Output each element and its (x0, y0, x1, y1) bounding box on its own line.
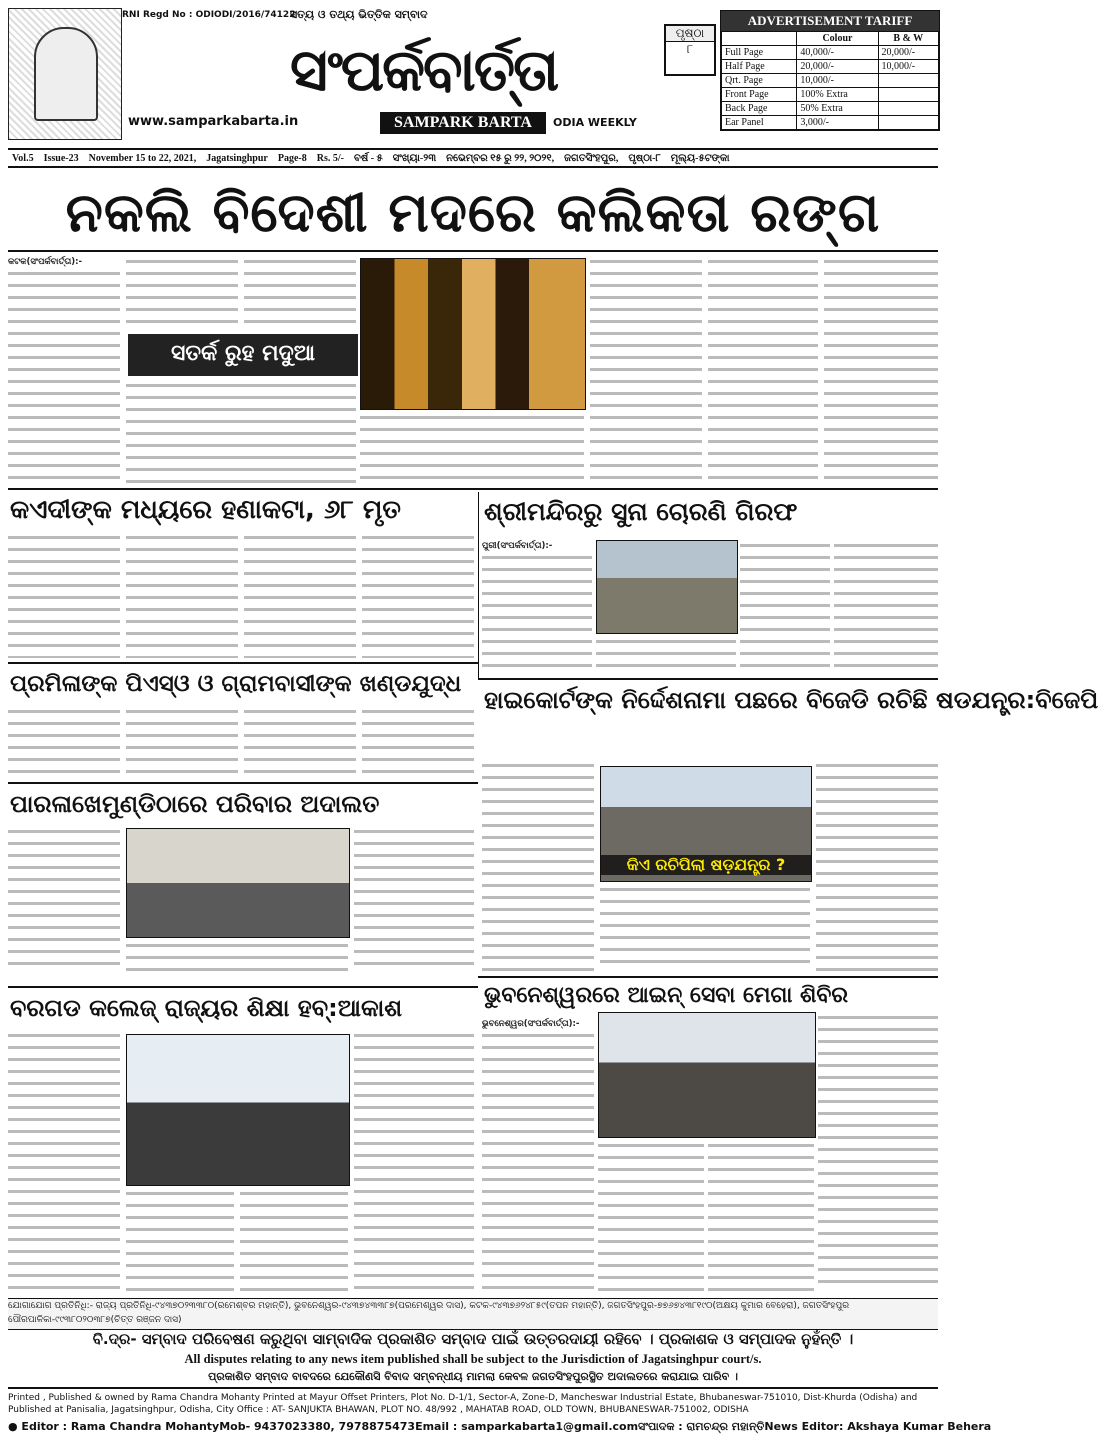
story-headline-legal-camp: ଭୁବନେଶ୍ୱରରେ ଆଇନ୍ ସେବା ମେଗା ଶିବିର (484, 983, 849, 1008)
story-text-column (126, 532, 238, 658)
tariff-row: Qrt. Page 10,000/- (722, 74, 939, 88)
odia-weekly-label: ODIA WEEKLY (553, 116, 637, 129)
story-text-column (126, 706, 238, 778)
issue: Issue-23 (43, 152, 79, 164)
story-headline-bjp-hc-line1: ହାଇକୋର୍ଟଙ୍କ ନିର୍ଦ୍ଦେଶନାମା ପଛରେ ବିଜେଡି ରଚିଛି ଷଡଯନ୍ତ୍ର:ବିଜେପି (484, 686, 1098, 714)
story-text-column (740, 540, 830, 672)
main-headline: ନକଲି ବିଦେଶୀ ମଦରେ କଲିକତା ରଙ୍ଗ (8, 176, 938, 252)
odia-price: ମୂଲ୍ୟ-୫ଟଙ୍କା (670, 152, 730, 164)
college-event-photo (126, 1034, 350, 1186)
story-text-column (354, 826, 474, 974)
news-editor: News Editor: Akshaya Kumar Behera (764, 1420, 992, 1433)
story-text-column (598, 1140, 704, 1292)
issue-date: November 15 to 22, 2021, (88, 152, 197, 164)
photo-caption: କିଏ ରଚିପିଲା ଷଡ଼ଯନ୍ତ୍ର ? (601, 855, 811, 875)
tariff-row: Front Page 100% Extra (722, 88, 939, 102)
story-headline-prisoners: କଏଦୀଙ୍କ ମଧ୍ୟରେ ହଣାକଟା, ୬୮ ମୃତ (10, 495, 401, 525)
story-text-column (8, 532, 120, 658)
liquor-bottles-photo (360, 258, 586, 410)
story-text-column (362, 532, 474, 658)
story-text-column (8, 1030, 120, 1292)
section-divider (8, 662, 478, 664)
tariff-col-colour: Colour (797, 32, 878, 46)
mobile-numbers: Mob- 9437023380, 7978875473 (219, 1420, 416, 1433)
story-text-column (816, 760, 938, 972)
odia-page: ପୃଷ୍ଠା-୮ (628, 152, 661, 164)
dateline: କଟକ(ସଂପର୍କବାର୍ତ୍ତା):- (8, 257, 83, 267)
story-text-column (126, 380, 356, 484)
tariff-row: Back Page 50% Extra (722, 102, 939, 116)
imprint-line: Printed , Published & owned by Rama Chandra Mohanty Printed at Mayur Offset Printers, Plot No. D-1/1, Sector-A, Zone-D, Mancheswar Industrial Estate, Bhubaneswar-751010, Dist-Khurda (Odisha) and (8, 1393, 918, 1403)
story-text-column (354, 1030, 474, 1292)
masthead-emblem (8, 8, 122, 140)
story-text-column (590, 256, 702, 484)
main-banner: ସତର୍କ ରୁହ ମଦୁଆ (126, 332, 360, 378)
dateline: ଭୁବନେଶ୍ୱର(ସଂପର୍କବାର୍ତ୍ତା):- (482, 1019, 580, 1029)
disclaimer-odia: ବି.ଦ୍ର- ସମ୍ବାଦ ପରିବେଷଣ କରୁଥିବା ସାମ୍ବାଦିକ ପ୍ରକାଶିତ ସମ୍ବାଦ ପାଇଁ ଉତ୍ତରଦାୟୀ ରହିବେ । ପ୍ରକାଶକ ଓ ସମ୍ପାଦକ ନୁହଁନ୍ତି । (92, 1330, 854, 1348)
issue-info-bar (8, 148, 938, 168)
section-divider (478, 678, 938, 680)
story-text-column (482, 552, 592, 672)
jurisdiction-odia: ପ୍ରକାଶିତ ସମ୍ବାଦ ବାବଦରେ ଯେକୌଣସି ବିବାଦ ସମ୍ବନ୍ଧୀୟ ମାମଲା କେବଳ ଜଗତସିଂହପୁରସ୍ଥିତ ଅଦାଲତରେ କରାଯାଇ ପାରିବ । (8, 1370, 938, 1389)
advertisement-tariff (720, 10, 940, 131)
story-text-column (126, 1188, 234, 1292)
story-text-column (8, 826, 120, 974)
page-number: ୮ (686, 42, 694, 56)
story-text-column (8, 268, 120, 484)
story-text-column (8, 706, 120, 778)
website-link[interactable]: www.samparkabarta.in (128, 114, 299, 129)
story-text-column (708, 256, 818, 484)
story-text-column (360, 412, 584, 484)
protest-photo (600, 766, 812, 882)
section-divider (478, 976, 938, 978)
legal-camp-photo (598, 1012, 816, 1138)
section-divider (8, 488, 938, 490)
odia-year: ବର୍ଷ - ୫ (354, 152, 383, 164)
story-text-column (818, 1012, 938, 1292)
editor-odia: ସଂପାଦକ : ରାମଚନ୍ଦ୍ର ମହାନ୍ତି (638, 1420, 765, 1433)
story-text-column (240, 1188, 348, 1292)
story-text-column (244, 706, 356, 778)
tariff-table (721, 31, 939, 130)
dateline: ପୁରୀ(ସଂପର୍କବାର୍ତ୍ତା):- (482, 541, 553, 551)
issue-place: Jagatsinghpur (206, 152, 268, 164)
story-text-column (482, 760, 594, 972)
imprint-line: Published at Panisalia, Jagatsinghpur, Odisha, City Office : AT- SANJUKTA BHAWAN, PLOT NO. 48/992 , MAHATAB ROAD, OLD TOWN, BHUBANESWAR-751002, ODISHA (8, 1405, 749, 1415)
story-text-column (126, 940, 348, 974)
story-text-column (824, 256, 938, 484)
story-headline-bargarh-college: ବରଗଡ କଲେଜ୍ ରାଜ୍ୟର ଶିକ୍ଷା ହବ୍:ଆକାଶ (10, 994, 403, 1022)
odia-date: ନଭେମ୍ବର ୧୫ ରୁ ୨୨, ୨୦୨୧, (446, 152, 555, 164)
odia-issue: ସଂଖ୍ୟା-୨୩ (392, 152, 437, 164)
section-divider (8, 782, 478, 784)
story-headline-psos-clash: ପ୍ରମିଳାଙ୍କ ପିଏସ୍‌ଓ ଓ ଗ୍ରାମବାସୀଙ୍କ ଖଣ୍ଡଯୁଦ୍ଧ (10, 671, 462, 697)
story-headline-temple-theft: ଶ୍ରୀମନ୍ଦିରରୁ ସୁନା ଚୋରଣି ଗିରଫ (484, 497, 798, 526)
contact-representatives: ଯୋଗାଯୋଗ ପ୍ରତିନିଧି:- ରାଜ୍ୟ ପ୍ରତିନିଧି-୯୪୩୭୦୨୩୩୮୦(ରମେଶ୍ବର ମହାନ୍ତି), ଭୁବନେଶ୍ୱର-୯୪୩୭୪୩୩୮୭(ପରମେଶ୍ୱର ଦାସ), କଟକ-୯୪୩୭୬୨୪୮୫୯(ତପନ ମହାନ୍ତି), ଜଗତସିଂହପୁର-୭୭୬୭୪୩୮୧୯୦(ଅକ୍ଷୟ କୁମାର ବେହେରା), ଜଗତସିଂହପୁର ପୌରପାଳିକା-୯୯୩୮୦୨୦୩୮୭(ଚିତ୍ତ ରଞ୍ଜନ ଦାସ) (8, 1298, 938, 1330)
editor-name: ● Editor : Rama Chandra Mohanty (8, 1420, 220, 1433)
disclaimer-english: All disputes relating to any news item published shall be subject to the Jurisdiction of Jagatsinghpur court/s. (184, 1352, 762, 1366)
imprint (8, 1392, 938, 1416)
tariff-row: Full Page 40,000/- 20,000/- (722, 46, 939, 60)
tariff-row: Ear Panel 3,000/- (722, 116, 939, 130)
issue-page: Page-8 (277, 152, 307, 164)
story-text-column (244, 256, 356, 324)
column-divider (478, 492, 479, 680)
temple-photo (596, 540, 738, 634)
masthead-logo-english: SAMPARK BARTA (380, 112, 546, 134)
story-text-column (244, 532, 356, 658)
story-text-column (834, 540, 938, 672)
page-label: ପୃଷ୍ଠା (666, 26, 714, 42)
masthead-logo: ସଂପର୍କବାର୍ତ୍ତା (290, 36, 558, 104)
story-text-column (596, 636, 736, 672)
volume: Vol.5 (12, 152, 34, 164)
rni-reg-number: RNI Regd No : ODIODI/2016/74122 (122, 10, 296, 20)
story-text-column (600, 884, 810, 972)
story-headline-family-court: ପାରଳାଖେମୁଣ୍ଡିଠାରେ ପରିବାର ଅଦାଲତ (10, 790, 380, 818)
section-divider (8, 986, 478, 988)
tariff-col-bw: B & W (878, 32, 938, 46)
editor-line (8, 1420, 992, 1434)
masthead-tagline: ସତ୍ୟ ଓ ତଥ୍ୟ ଭିତ୍ତିକ ସମ୍ବାଦ (290, 8, 428, 21)
story-text-column (482, 1030, 594, 1292)
story-text-column (362, 706, 474, 778)
story-text-column (708, 1140, 814, 1292)
tariff-row: Half Page 20,000/- 10,000/- (722, 60, 939, 74)
tariff-title: ADVERTISEMENT TARIFF (721, 11, 939, 31)
shrine-illustration (34, 27, 98, 121)
email-address[interactable]: Email : samparkabarta1@gmail.com (415, 1420, 639, 1433)
story-text-column (126, 256, 238, 324)
family-court-photo (126, 828, 350, 938)
odia-place: ଜଗତସିଂହପୁର, (564, 152, 619, 164)
issue-price: Rs. 5/- (316, 152, 344, 164)
page-number-box (664, 24, 716, 76)
